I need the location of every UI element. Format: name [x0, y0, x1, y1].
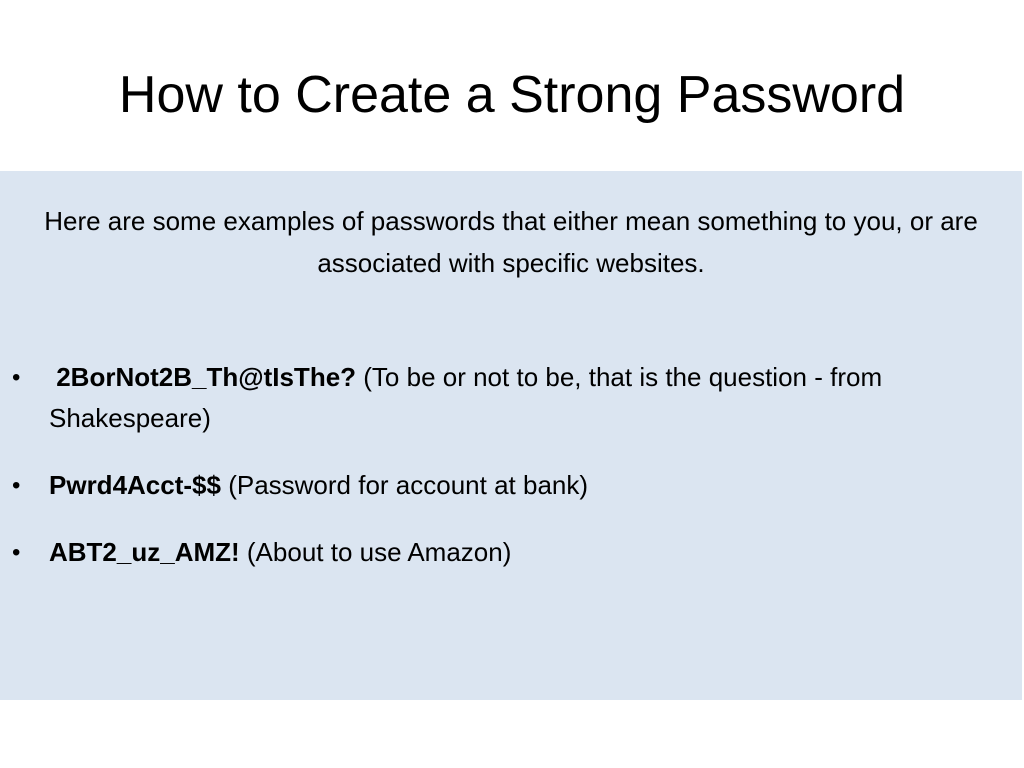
bullet-icon: •: [12, 472, 21, 499]
example-password: Pwrd4Acct-$$: [49, 470, 221, 500]
intro-text: Here are some examples of passwords that either mean something to you, or are associated with specific websites.: [44, 206, 978, 278]
content-box: [0, 171, 1022, 700]
list-item: [0, 465, 1000, 506]
list-item: [0, 532, 1000, 573]
example-list: [0, 357, 1000, 599]
example-description: (About to use Amazon): [239, 537, 512, 567]
example-description: (To be or not to be, that is the question - from Shakespeare): [49, 362, 883, 433]
example-password: 2BorNot2B_Th@tIsThe?: [49, 362, 357, 392]
bullet-icon: •: [12, 539, 21, 566]
example-password: ABT2_uz_AMZ!: [49, 537, 240, 567]
slide-title: How to Create a Strong Password: [118, 66, 906, 124]
bullet-icon: •: [12, 364, 21, 391]
list-item: [0, 357, 1000, 439]
example-description: (Password for account at bank): [220, 470, 589, 500]
